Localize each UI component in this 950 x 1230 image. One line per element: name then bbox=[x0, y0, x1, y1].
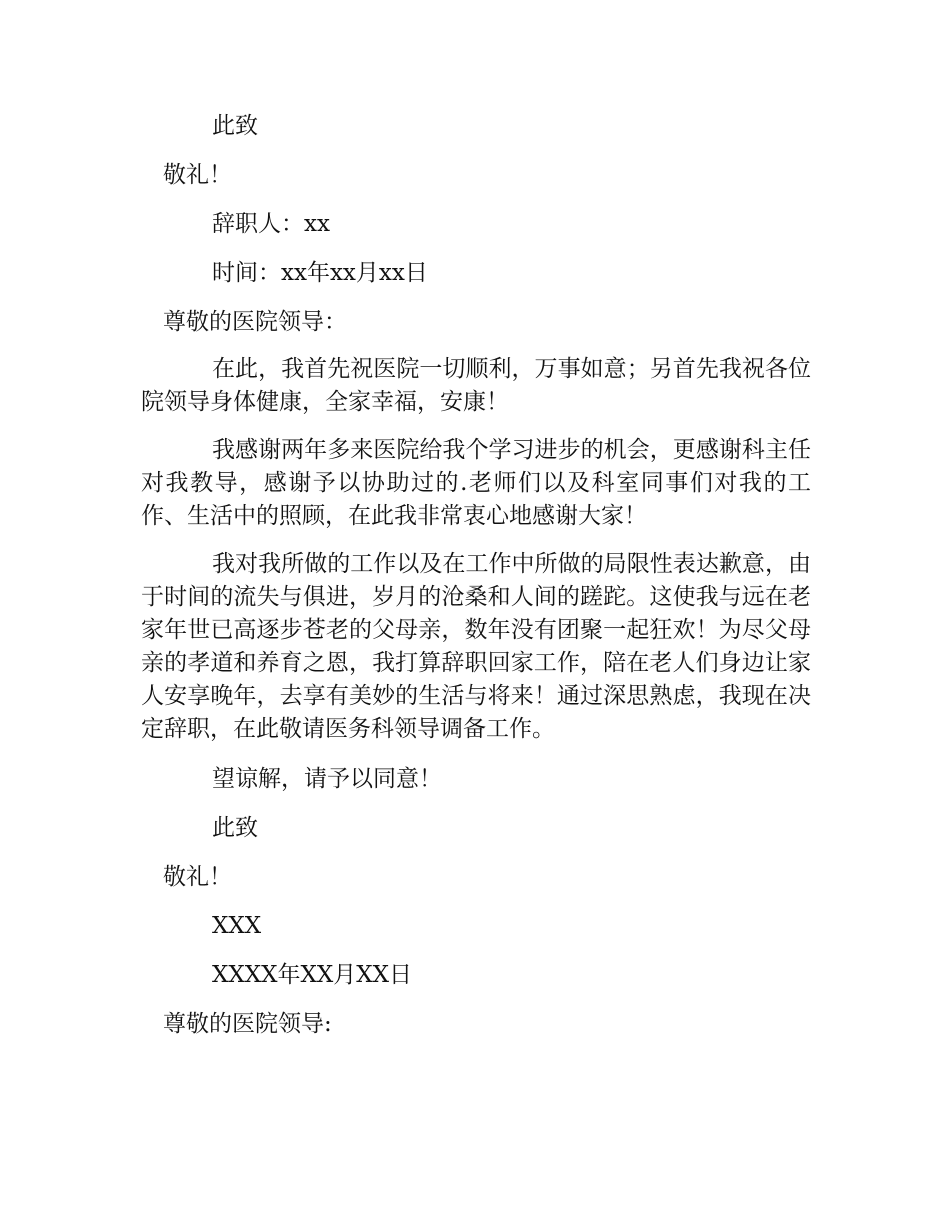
signature-line: XXX bbox=[212, 913, 262, 939]
date-line: 时间：xx年xx月xx日 bbox=[212, 260, 428, 286]
resigner-line: 辞职人：xx bbox=[212, 211, 330, 237]
letter-body bbox=[141, 108, 811, 1055]
closing-salute-2: 敬礼！ bbox=[163, 864, 232, 890]
closing-salute: 敬礼！ bbox=[163, 162, 232, 188]
closing-greeting: 此致 bbox=[212, 113, 258, 139]
closing-greeting-2: 此致 bbox=[212, 815, 258, 841]
paragraph-wishes: 在此，我首先祝医院一切顺利，万事如意；另首先我祝各位院领导身体健康，全家幸福，安康！ bbox=[141, 356, 811, 415]
paragraph-reason: 我对我所做的工作以及在工作中所做的局限性表达歉意，由于时间的流失与俱进，岁月的沧桑和人间的蹉跎。这使我与远在老家年世已高逐步苍老的父母亲，数年没有团聚一起狂欢！为尽父母亲的孝道和养育之恩，我打算辞职回家工作，陪在老人们身边让家人安享晚年，去享有美妙的生活与将来！通过深思熟虑，我现在决定辞职，在此敬请医务科领导调备工作。 bbox=[141, 551, 811, 742]
salutation-2: 尊敬的医院领导: bbox=[163, 1011, 332, 1037]
paragraph-thanks: 我感谢两年多来医院给我个学习进步的机会，更感谢科主任对我教导，感谢予以协助过的.老师们以及科室同事们对我的工作、生活中的照顾，在此我非常衷心地感谢大家！ bbox=[141, 437, 811, 529]
date-line-2: XXXX年XX月XX日 bbox=[212, 962, 412, 988]
salutation: 尊敬的医院领导： bbox=[163, 309, 347, 335]
paragraph-request: 望谅解，请予以同意！ bbox=[212, 766, 442, 792]
